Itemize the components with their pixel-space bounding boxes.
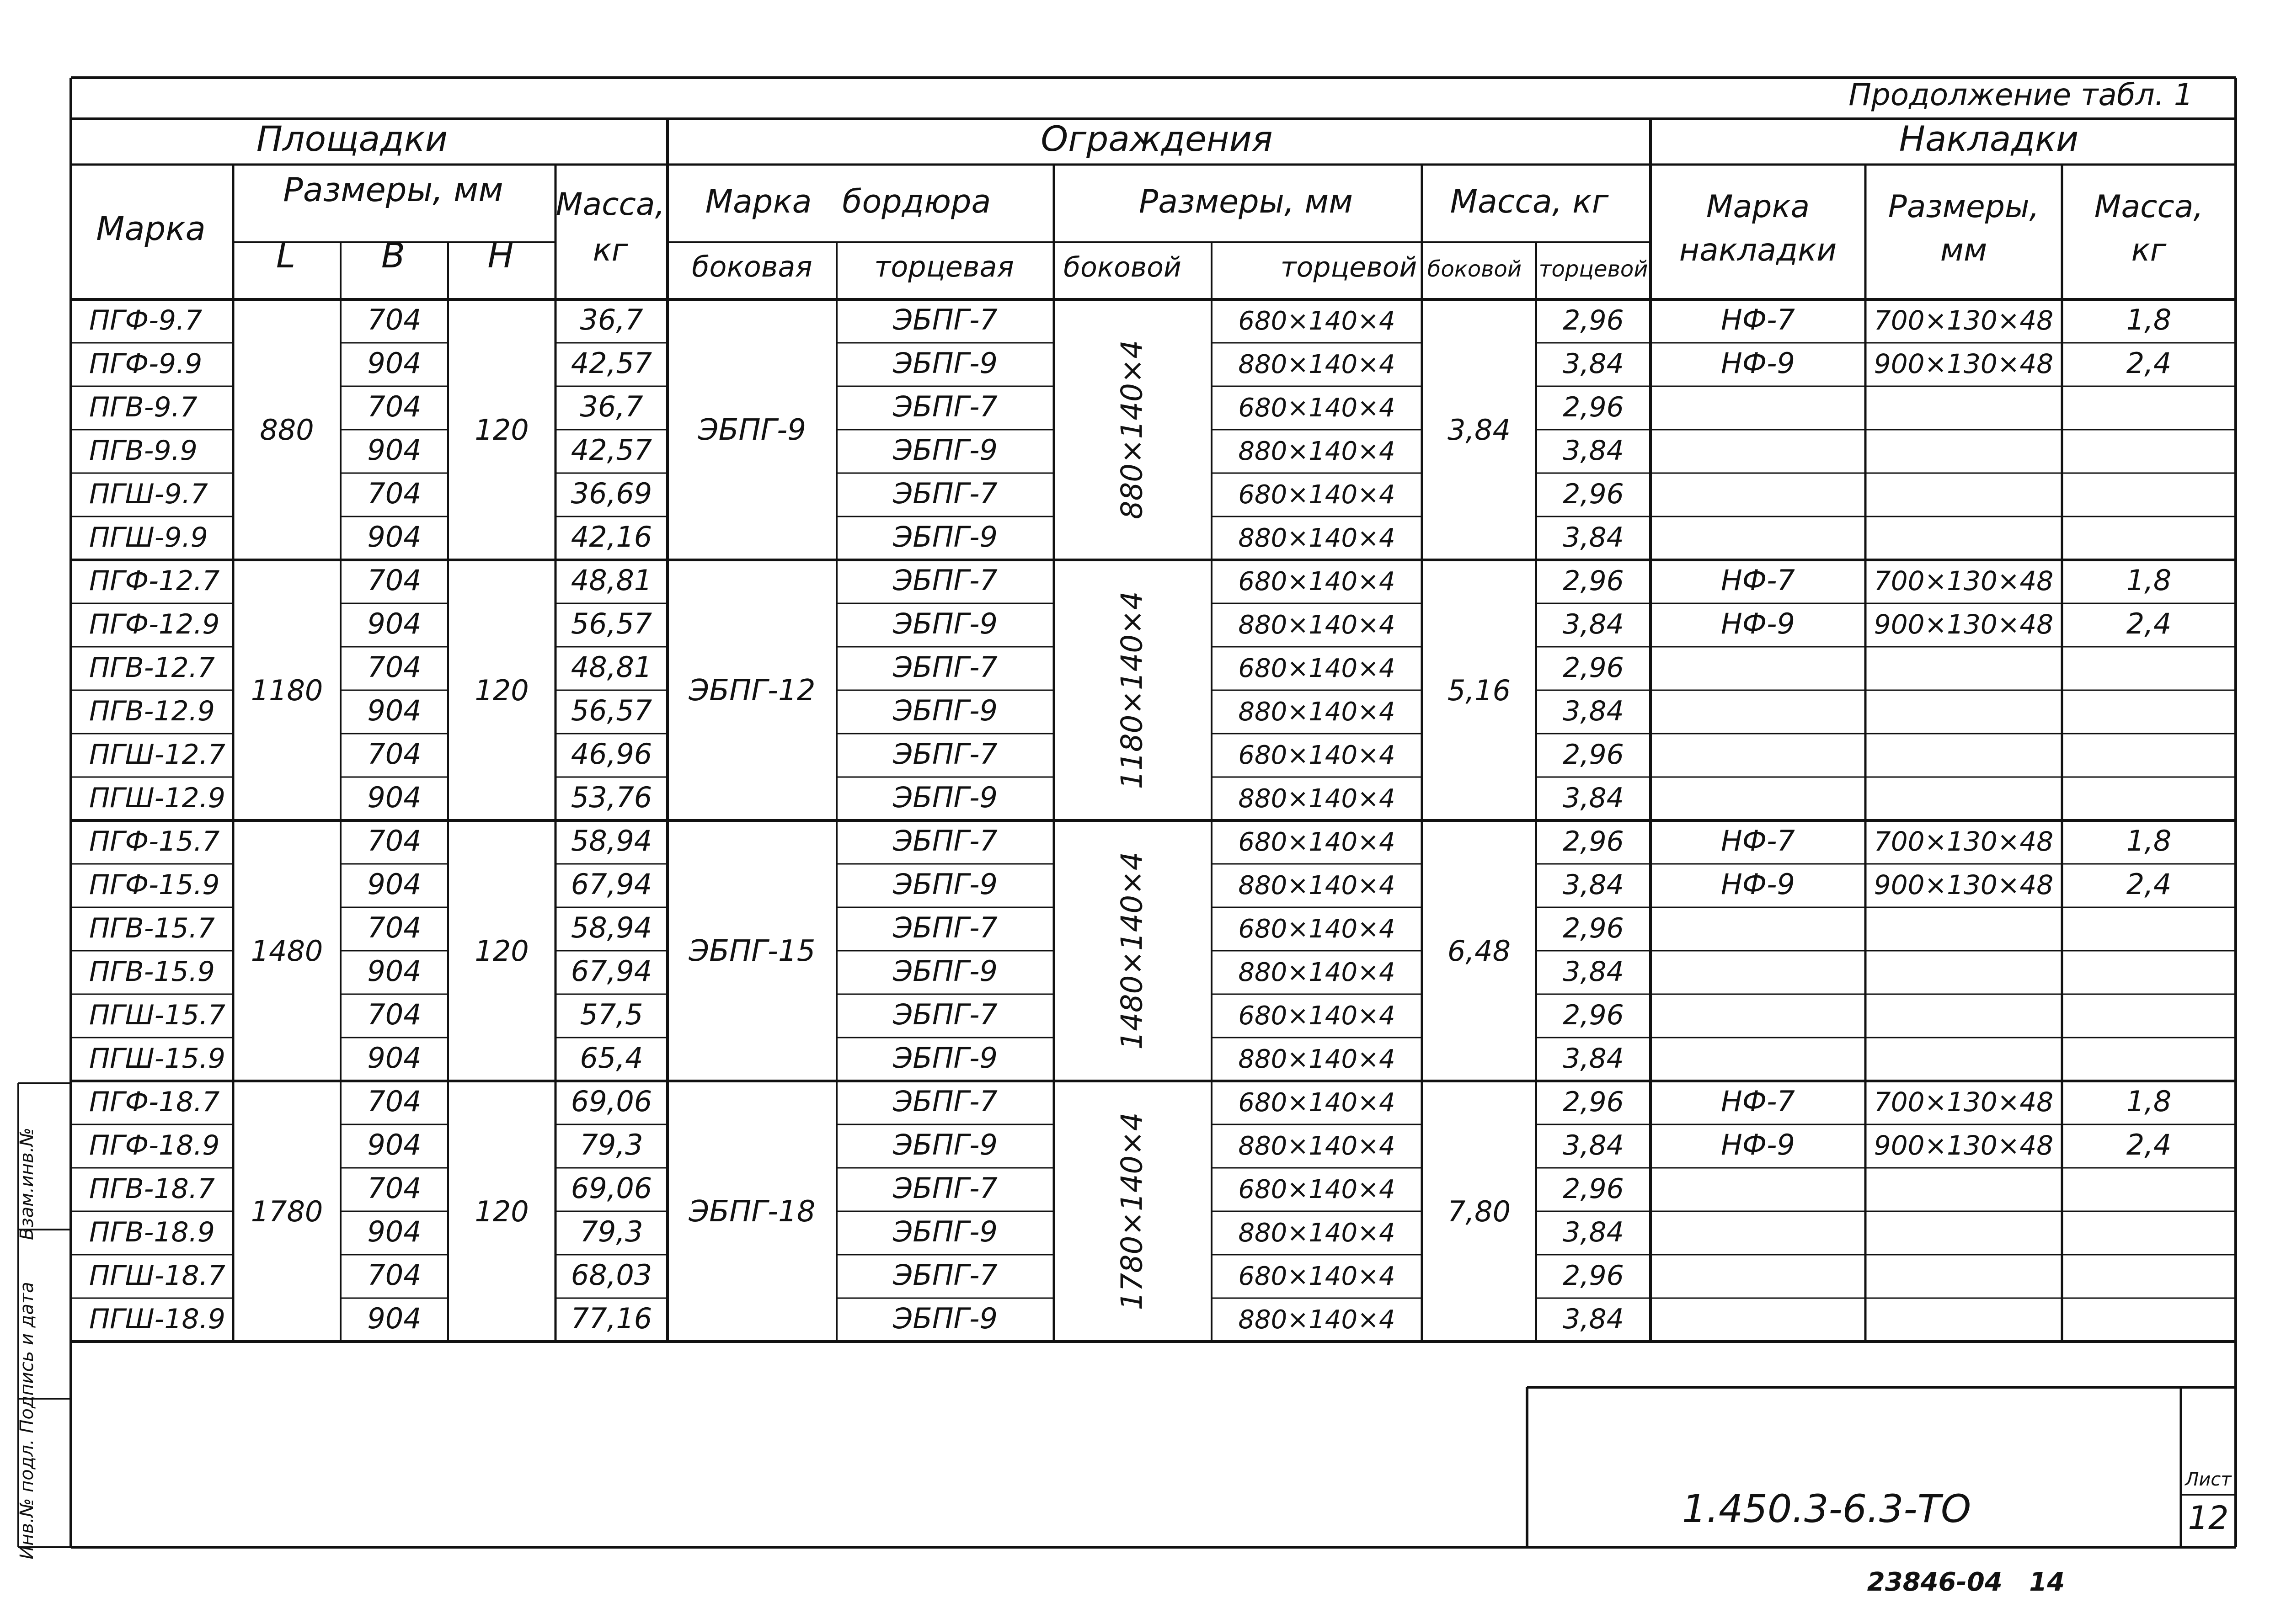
row-mark: ПГВ-9.9 <box>89 435 198 467</box>
row-width-b: 904 <box>367 868 422 901</box>
section-plates: Накладки <box>1899 118 2079 159</box>
row-plate-mark: НФ-7 <box>1721 824 1795 857</box>
group-side-mass: 3,84 <box>1447 413 1511 447</box>
row-mass: 57,5 <box>580 998 643 1031</box>
row-end-mass: 2,96 <box>1563 478 1624 510</box>
sheet-number: 12 <box>2188 1499 2229 1537</box>
row-end-border: ЭБПГ-7 <box>893 1258 998 1292</box>
row-mark: ПГВ-12.7 <box>89 652 215 684</box>
row-mass: 79,3 <box>580 1215 643 1248</box>
row-end-border: ЭБПГ-9 <box>893 1302 998 1335</box>
row-width-b: 704 <box>367 911 422 944</box>
row-end-border: ЭБПГ-9 <box>893 346 998 380</box>
row-end-mass: 3,84 <box>1563 435 1624 467</box>
row-mass: 79,3 <box>580 1128 643 1161</box>
group-side-size: 1480×140×4 <box>1115 852 1149 1050</box>
row-end-size: 680×140×4 <box>1238 1175 1395 1204</box>
row-plate-size: 700×130×48 <box>1874 1086 2054 1118</box>
row-mass: 68,03 <box>571 1258 652 1292</box>
row-end-mass: 2,96 <box>1563 304 1624 336</box>
group-height-H: 120 <box>475 674 529 707</box>
row-width-b: 704 <box>367 564 422 597</box>
row-end-size: 680×140×4 <box>1238 393 1395 423</box>
header-border-side: боковая <box>692 250 812 283</box>
row-mass: 36,7 <box>580 303 643 336</box>
row-plate-mass: 1,8 <box>2126 824 2172 857</box>
row-mass: 67,94 <box>571 954 652 988</box>
row-end-border: ЭБПГ-9 <box>893 433 998 467</box>
row-mark: ПГШ-15.7 <box>89 999 225 1031</box>
row-plate-mass: 2,4 <box>2126 607 2172 640</box>
section-platforms: Площадки <box>256 118 448 159</box>
row-end-mass: 2,96 <box>1563 912 1624 944</box>
row-mass: 46,96 <box>571 737 652 771</box>
row-end-border: ЭБПГ-9 <box>893 954 998 988</box>
row-end-border: ЭБПГ-9 <box>893 520 998 554</box>
row-end-mass: 3,84 <box>1563 1303 1624 1335</box>
row-end-size: 680×140×4 <box>1238 1088 1395 1118</box>
row-mass: 42,57 <box>571 433 652 467</box>
header-sizes: Размеры, мм <box>283 170 503 209</box>
row-width-b: 704 <box>367 1171 422 1205</box>
row-end-size: 680×140×4 <box>1238 740 1395 770</box>
group-side-mass: 5,16 <box>1447 674 1511 707</box>
row-mass: 36,69 <box>571 477 652 510</box>
row-mass: 36,7 <box>580 390 643 423</box>
row-width-b: 904 <box>367 607 422 640</box>
row-end-size: 680×140×4 <box>1238 480 1395 510</box>
header-plate-mass: Масса, <box>2094 189 2204 225</box>
row-end-size: 880×140×4 <box>1238 437 1395 466</box>
row-end-border: ЭБПГ-9 <box>893 1128 998 1161</box>
row-mark: ПГШ-12.7 <box>89 739 225 771</box>
row-mass: 77,16 <box>571 1302 652 1335</box>
header-plate-size-2: мм <box>1940 232 1987 268</box>
row-plate-mass: 2,4 <box>2126 1128 2172 1161</box>
row-width-b: 904 <box>367 694 422 727</box>
row-mark: ПГВ-18.9 <box>89 1216 215 1248</box>
sheet-label: Лист <box>2185 1469 2232 1490</box>
row-plate-mark: НФ-9 <box>1721 346 1795 380</box>
row-end-size: 680×140×4 <box>1238 914 1395 944</box>
row-width-b: 904 <box>367 781 422 814</box>
header-B: B <box>381 235 406 276</box>
row-end-size: 680×140×4 <box>1238 654 1395 683</box>
row-plate-mass: 2,4 <box>2126 346 2172 380</box>
row-plate-size: 700×130×48 <box>1874 826 2054 857</box>
group-side-size: 880×140×4 <box>1115 340 1149 520</box>
row-end-mass: 3,84 <box>1563 1129 1624 1161</box>
row-plate-mark: НФ-7 <box>1721 303 1795 336</box>
grid-lines <box>18 78 2236 1547</box>
row-width-b: 904 <box>367 346 422 380</box>
group-height-H: 120 <box>475 413 529 447</box>
row-mark: ПГФ-9.9 <box>89 348 203 380</box>
row-end-border: ЭБПГ-7 <box>893 650 998 684</box>
group-length-L: 1180 <box>251 674 323 707</box>
header-plate-mark-2: накладки <box>1679 232 1837 268</box>
row-end-border: ЭБПГ-7 <box>893 737 998 771</box>
group-side-size: 1780×140×4 <box>1115 1112 1149 1310</box>
row-plate-mark: НФ-9 <box>1721 607 1795 640</box>
row-mark: ПГШ-12.9 <box>89 782 225 814</box>
row-width-b: 704 <box>367 737 422 771</box>
row-width-b: 904 <box>367 520 422 554</box>
row-mark: ПГФ-12.7 <box>89 565 220 597</box>
row-end-mass: 3,84 <box>1563 956 1624 988</box>
header-mass: Масса, <box>555 186 665 223</box>
row-mass: 69,06 <box>571 1171 652 1205</box>
row-end-size: 880×140×4 <box>1238 1131 1395 1161</box>
group-side-size: 1180×140×4 <box>1115 591 1149 789</box>
group-side-border: ЭБПГ-9 <box>698 413 807 447</box>
header-L: L <box>276 235 296 276</box>
row-end-size: 680×140×4 <box>1238 1001 1395 1031</box>
row-mass: 42,16 <box>571 520 652 554</box>
group-length-L: 880 <box>260 413 314 447</box>
row-plate-size: 900×130×48 <box>1874 869 2054 900</box>
document-number: 1.450.3-6.3-ТО <box>1682 1486 1971 1531</box>
row-end-mass: 2,96 <box>1563 652 1624 684</box>
row-end-size: 680×140×4 <box>1238 1262 1395 1291</box>
group-length-L: 1480 <box>251 934 323 968</box>
row-width-b: 704 <box>367 303 422 336</box>
row-width-b: 904 <box>367 433 422 467</box>
row-mark: ПГВ-18.7 <box>89 1173 215 1205</box>
row-plate-mass: 1,8 <box>2126 1085 2172 1118</box>
row-mass: 58,94 <box>571 911 652 944</box>
row-mark: ПГФ-18.9 <box>89 1129 220 1161</box>
row-end-size: 680×140×4 <box>1238 306 1395 336</box>
row-end-size: 880×140×4 <box>1238 350 1395 379</box>
row-plate-mark: НФ-9 <box>1721 868 1795 901</box>
group-side-mass: 6,48 <box>1447 934 1511 968</box>
group-height-H: 120 <box>475 1195 529 1228</box>
row-end-border: ЭБПГ-7 <box>893 824 998 857</box>
row-end-mass: 2,96 <box>1563 739 1624 771</box>
header-H: H <box>487 235 514 276</box>
row-end-size: 880×140×4 <box>1238 958 1395 987</box>
row-end-size: 880×140×4 <box>1238 1218 1395 1248</box>
row-width-b: 704 <box>367 998 422 1031</box>
header-fence-sizes: Размеры, мм <box>1138 183 1353 220</box>
row-end-mass: 2,96 <box>1563 391 1624 423</box>
header-plate-size: Размеры, <box>1888 189 2040 225</box>
row-mark: ПГФ-9.7 <box>89 304 203 336</box>
row-plate-size: 700×130×48 <box>1874 565 2054 596</box>
row-mark: ПГФ-15.9 <box>89 869 220 901</box>
header-plate-mark: Марка <box>1706 189 1810 225</box>
row-end-size: 880×140×4 <box>1238 784 1395 814</box>
row-end-mass: 3,84 <box>1563 608 1624 640</box>
row-mark: ПГШ-18.7 <box>89 1260 225 1292</box>
row-width-b: 904 <box>367 1302 422 1335</box>
row-end-mass: 2,96 <box>1563 1086 1624 1118</box>
row-end-mass: 3,84 <box>1563 782 1624 814</box>
row-end-border: ЭБПГ-7 <box>893 303 998 336</box>
header-fence-mass: Масса, кг <box>1450 183 1609 220</box>
header-size-side: боковой <box>1063 251 1181 283</box>
row-end-border: ЭБПГ-7 <box>893 564 998 597</box>
row-width-b: 704 <box>367 390 422 423</box>
row-mark: ПГВ-15.7 <box>89 912 215 944</box>
row-mark: ПГВ-12.9 <box>89 695 215 727</box>
row-end-border: ЭБПГ-7 <box>893 1085 998 1118</box>
row-plate-size: 900×130×48 <box>1874 609 2054 640</box>
row-mass: 67,94 <box>571 868 652 901</box>
row-plate-size: 700×130×48 <box>1874 305 2054 336</box>
row-mark: ПГШ-15.9 <box>89 1043 225 1075</box>
margin-inv-number: Инв.№ подл. <box>16 1439 37 1560</box>
group-length-L: 1780 <box>251 1195 323 1228</box>
header-size-end: торцевой <box>1280 251 1417 283</box>
row-end-mass: 3,84 <box>1563 522 1624 554</box>
header-mass-end: торцевой <box>1538 256 1648 282</box>
row-width-b: 704 <box>367 824 422 857</box>
row-end-size: 680×140×4 <box>1238 567 1395 596</box>
continuation-caption: Продолжение табл. 1 <box>1848 77 2193 112</box>
row-end-border: ЭБПГ-9 <box>893 1041 998 1075</box>
group-side-mass: 7,80 <box>1447 1195 1511 1228</box>
row-mark: ПГШ-9.7 <box>89 478 208 510</box>
row-plate-mass: 1,8 <box>2126 303 2172 336</box>
row-end-mass: 2,96 <box>1563 825 1624 857</box>
section-fences: Ограждения <box>1041 118 1273 159</box>
row-width-b: 904 <box>367 1041 422 1075</box>
row-mark: ПГШ-18.9 <box>89 1303 225 1335</box>
row-end-mass: 3,84 <box>1563 695 1624 727</box>
row-end-border: ЭБПГ-7 <box>893 911 998 944</box>
row-plate-mass: 1,8 <box>2126 564 2172 597</box>
row-end-mass: 2,96 <box>1563 565 1624 597</box>
row-mark: ПГФ-12.9 <box>89 608 220 640</box>
header-plate-mass-2: кг <box>2131 232 2167 268</box>
row-end-size: 880×140×4 <box>1238 610 1395 640</box>
row-end-size: 880×140×4 <box>1238 1305 1395 1335</box>
row-end-size: 880×140×4 <box>1238 1044 1395 1074</box>
row-width-b: 704 <box>367 477 422 510</box>
header-mass-unit: кг <box>593 232 628 268</box>
group-side-border: ЭБПГ-18 <box>689 1195 816 1229</box>
row-mass: 53,76 <box>571 781 652 814</box>
group-side-border: ЭБПГ-12 <box>689 674 816 708</box>
row-end-border: ЭБПГ-9 <box>893 694 998 727</box>
row-end-border: ЭБПГ-9 <box>893 781 998 814</box>
group-side-border: ЭБПГ-15 <box>689 934 816 968</box>
row-end-border: ЭБПГ-7 <box>893 998 998 1031</box>
row-mass: 42,57 <box>571 346 652 380</box>
row-width-b: 704 <box>367 1258 422 1292</box>
margin-stamp <box>16 1128 37 1560</box>
row-width-b: 904 <box>367 1128 422 1161</box>
row-plate-size: 900×130×48 <box>1874 1130 2054 1161</box>
row-mass: 48,81 <box>571 650 652 684</box>
row-end-border: ЭБПГ-9 <box>893 1215 998 1248</box>
footer-code: 23846-04 14 <box>1867 1567 2065 1597</box>
row-end-size: 880×140×4 <box>1238 697 1395 727</box>
row-end-mass: 3,84 <box>1563 1043 1624 1075</box>
row-end-border: ЭБПГ-7 <box>893 390 998 423</box>
row-mass: 58,94 <box>571 824 652 857</box>
row-end-mass: 2,96 <box>1563 1173 1624 1205</box>
row-mass: 65,4 <box>580 1041 643 1075</box>
row-mark: ПГВ-15.9 <box>89 956 215 988</box>
row-plate-mass: 2,4 <box>2126 868 2172 901</box>
row-mass: 69,06 <box>571 1085 652 1118</box>
row-end-size: 680×140×4 <box>1238 827 1395 857</box>
margin-replaced-inv: Взам.инв.№ <box>16 1127 37 1241</box>
row-mark: ПГФ-15.7 <box>89 825 220 857</box>
row-end-size: 880×140×4 <box>1238 871 1395 900</box>
header-border-end: торцевая <box>874 250 1014 283</box>
header-mass-side: боковой <box>1427 256 1522 282</box>
row-end-mass: 3,84 <box>1563 869 1624 901</box>
row-plate-mark: НФ-7 <box>1721 564 1795 597</box>
row-end-mass: 3,84 <box>1563 1216 1624 1248</box>
row-width-b: 904 <box>367 954 422 988</box>
row-end-size: 880×140×4 <box>1238 523 1395 553</box>
row-width-b: 904 <box>367 1215 422 1248</box>
row-end-mass: 3,84 <box>1563 348 1624 380</box>
row-mass: 56,57 <box>571 694 652 727</box>
row-mark: ПГШ-9.9 <box>89 522 208 554</box>
row-end-border: ЭБПГ-7 <box>893 477 998 510</box>
row-mark: ПГФ-18.7 <box>89 1086 220 1118</box>
row-end-mass: 2,96 <box>1563 1260 1624 1292</box>
row-mass: 48,81 <box>571 564 652 597</box>
row-end-border: ЭБПГ-9 <box>893 868 998 901</box>
row-plate-mark: НФ-7 <box>1721 1085 1795 1118</box>
row-mark: ПГВ-9.7 <box>89 391 198 423</box>
row-width-b: 704 <box>367 650 422 684</box>
row-plate-size: 900×130×48 <box>1874 348 2054 379</box>
row-end-mass: 2,96 <box>1563 999 1624 1031</box>
group-height-H: 120 <box>475 934 529 968</box>
row-end-border: ЭБПГ-7 <box>893 1171 998 1205</box>
row-plate-mark: НФ-9 <box>1721 1128 1795 1161</box>
margin-signature-date: Подпись и дата <box>16 1282 37 1433</box>
row-mass: 56,57 <box>571 607 652 640</box>
header-mark: Марка <box>96 209 206 248</box>
row-width-b: 704 <box>367 1085 422 1118</box>
header-border-mark: Марка бордюра <box>705 183 991 220</box>
row-end-border: ЭБПГ-9 <box>893 607 998 640</box>
